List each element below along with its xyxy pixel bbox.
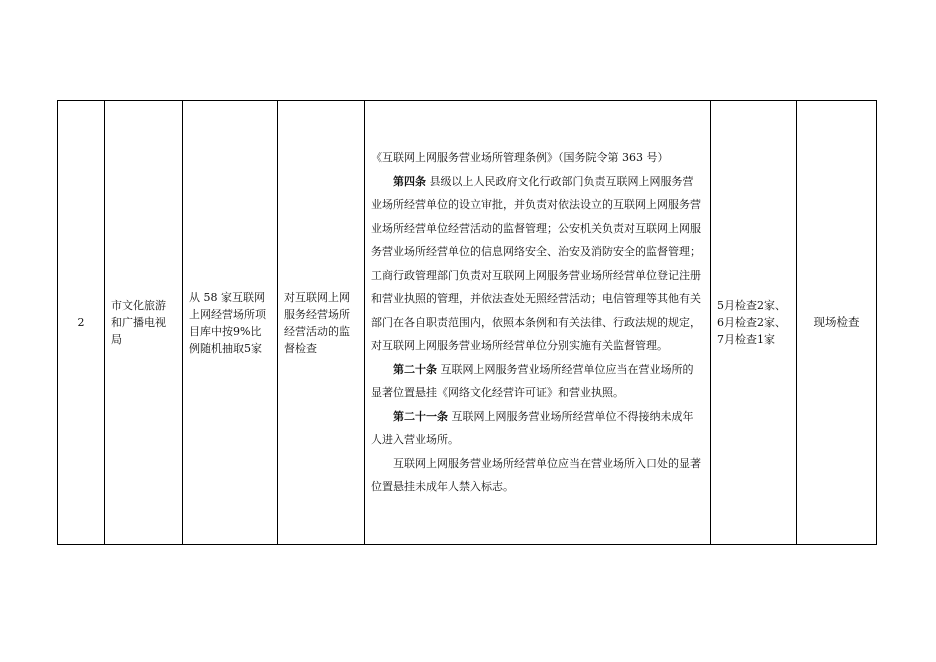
legal-basis-cell: [365, 101, 711, 545]
article-text: 县级以上人民政府文化行政部门负责互联网上网服务营业场所经营单位的设立审批，并负责对依法设立的互联网上网服务营业场所经营单位经营活动的监督管理；公安机关负责对互联网上网服务营业场所经营单位的信息网络安全、治安及消防安全的监督管理；工商行政管理部门负责对互联网上网服务营业场所经营单位登记注册和营业执照的管理，并依法查处无照经营活动；电信管理等其他有关部门在各自职责范围内，依照本条例和有关法律、行政法规的规定，对互联网上网服务营业场所经营单位分别实施有关监督管理。: [371, 174, 701, 353]
article-text: 互联网上网服务营业场所经营单位不得接纳未成年人进入营业场所。: [371, 409, 694, 447]
schedule-cell: 5月检查2家、6月检查2家、7月检查1家: [711, 101, 797, 545]
article-paragraph: [371, 170, 704, 358]
table-row: [58, 101, 877, 545]
article-paragraph: [371, 405, 704, 452]
article-paragraph: [371, 452, 704, 499]
inspection-table: [57, 100, 877, 545]
regulation-title: 《互联网上网服务营业场所管理条例》（国务院令第 363 号）: [371, 151, 669, 165]
article-heading: 第二十一条: [393, 409, 448, 423]
article-heading: 第四条: [393, 174, 426, 188]
row-number: 2: [58, 101, 105, 545]
article-heading: 第二十条: [393, 362, 437, 376]
method-cell: 现场检查: [797, 101, 877, 545]
article-paragraph: [371, 358, 704, 405]
inspection-item-cell: 对互联网上网服务经营场所经营活动的监督检查: [278, 101, 365, 545]
sampling-scope-cell: 从 58 家互联网上网经营场所项目库中按9%比例随机抽取5家: [183, 101, 278, 545]
department-cell: 市文化旅游和广播电视局: [105, 101, 183, 545]
article-text: 互联网上网服务营业场所经营单位应当在营业场所入口处的显著位置悬挂未成年人禁入标志。: [371, 456, 701, 494]
article-text: 互联网上网服务营业场所经营单位应当在营业场所的显著位置悬挂《网络文化经营许可证》和营业执照。: [371, 362, 694, 400]
